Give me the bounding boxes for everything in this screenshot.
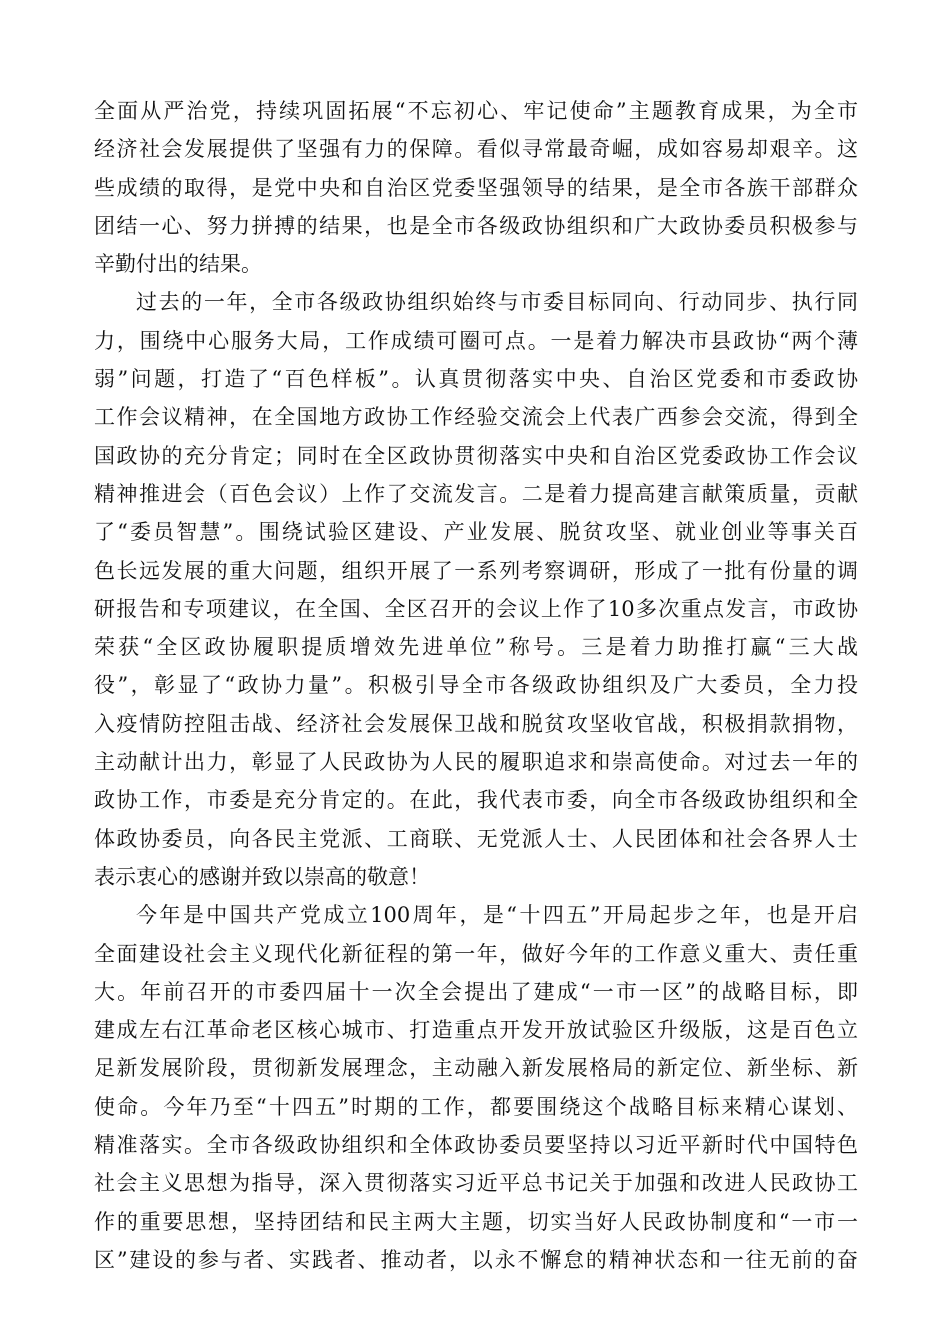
text-line: 今年是中国共产党成立100周年，是“十四五”开局起步之年，也是开启: [136, 903, 858, 928]
text-line: 经济社会发展提供了坚强有力的保障。看似寻常最奇崛，成如容易却艰辛。这: [94, 137, 858, 162]
text-line: 研报告和专项建议，在全国、全区召开的会议上作了10多次重点发言，市政协: [94, 596, 858, 621]
body-text: [94, 92, 858, 1279]
paragraph-p1: [94, 92, 858, 283]
text-line: 入疫情防控阻击战、经济社会发展保卫战和脱贫攻坚收官战，积极捐款捐物，: [94, 711, 858, 736]
text-line: 全面建设社会主义现代化新征程的第一年，做好今年的工作意义重大、责任重: [94, 941, 858, 966]
text-line: 精神推进会（百色会议）上作了交流发言。二是着力提高建言献策质量，贡献: [94, 481, 858, 506]
paragraph-p2: [94, 283, 858, 896]
text-line: 全面从严治党，持续巩固拓展“不忘初心、牢记使命”主题教育成果，为全市: [94, 99, 858, 123]
text-line: 精准落实。全市各级政协组织和全体政协委员要坚持以习近平新时代中国特色: [94, 1133, 858, 1158]
text-line: 工作会议精神，在全国地方政协工作经验交流会上代表广西参会交流，得到全: [94, 405, 858, 430]
text-line: 区”建设的参与者、实践者、推动者，以永不懈怠的精神状态和一往无前的奋: [94, 1247, 858, 1272]
text-line: 作的重要思想，坚持团结和民主两大主题，切实当好人民政协制度和“一市一: [94, 1209, 858, 1234]
text-line: 辛勤付出的结果。: [94, 252, 262, 277]
text-line: 过去的一年，全市各级政协组织始终与市委目标同向、行动同步、执行同: [136, 290, 858, 315]
text-line: 足新发展阶段，贯彻新发展理念，主动融入新发展格局的新定位、新坐标、新: [94, 1056, 858, 1081]
text-line: 些成绩的取得，是党中央和自治区党委坚强领导的结果，是全市各族干部群众: [94, 175, 858, 200]
text-line: 弱”问题，打造了“百色样板”。认真贯彻落实中央、自治区党委和市委政协: [94, 367, 858, 392]
paragraph-p3: [94, 896, 858, 1279]
text-line: 大。年前召开的市委四届十一次全会提出了建成“一市一区”的战略目标，即: [94, 979, 858, 1004]
text-line: 政协工作，市委是充分肯定的。在此，我代表市委，向全市各级政协组织和全: [94, 788, 858, 813]
text-line: 主动献计出力，彰显了人民政协为人民的履职追求和崇高使命。对过去一年的: [94, 750, 858, 775]
text-line: 表示衷心的感谢并致以崇高的敬意！: [94, 864, 430, 889]
text-line: 建成左右江革命老区核心城市、打造重点开发开放试验区升级版，这是百色立: [94, 1018, 858, 1043]
text-line: 色长远发展的重大问题，组织开展了一系列考察调研，形成了一批有份量的调: [94, 558, 858, 583]
text-line: 社会主义思想为指导，深入贯彻落实习近平总书记关于加强和改进人民政协工: [94, 1171, 858, 1196]
text-line: 荣获“全区政协履职提质增效先进单位”称号。三是着力助推打赢“三大战: [94, 635, 858, 660]
text-line: 了“委员智慧”。围绕试验区建设、产业发展、脱贫攻坚、就业创业等事关百: [94, 520, 858, 545]
text-line: 使命。今年乃至“十四五”时期的工作，都要围绕这个战略目标来精心谋划、: [94, 1094, 858, 1119]
text-line: 国政协的充分肯定；同时在全区政协贯彻落实中央和自治区党委政协工作会议: [94, 443, 858, 468]
text-line: 役”，彰显了“政协力量”。积极引导全市各级政协组织及广大委员，全力投: [94, 673, 858, 698]
text-line: 体政协委员，向各民主党派、工商联、无党派人士、人民团体和社会各界人士: [94, 826, 858, 851]
text-line: 团结一心、努力拼搏的结果，也是全市各级政协组织和广大政协委员积极参与: [94, 213, 858, 238]
text-line: 力，围绕中心服务大局，工作成绩可圈可点。一是着力解决市县政协“两个薄: [94, 328, 858, 353]
